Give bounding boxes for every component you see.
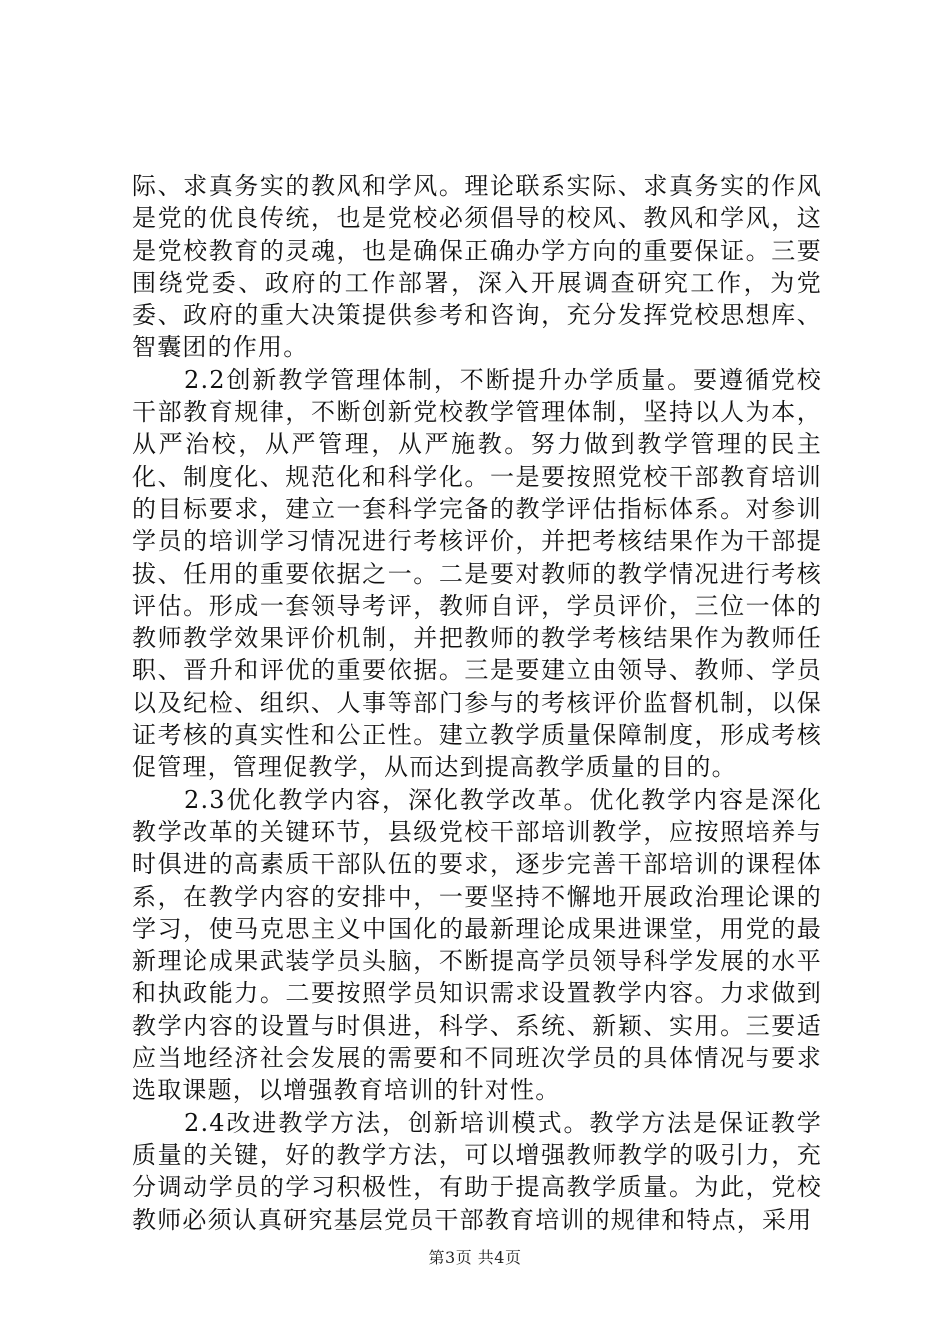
page-footer [0,1245,950,1268]
paragraph-continuation: 际、求真务实的教风和学风。理论联系实际、求真务实的作风是党的优良传统，也是党校必须倡导的校风、教风和学风，这是党校教育的灵魂，也是确保正确办学方向的重要保证。三要围绕党委、政府的工作部署，深入开展调查研究工作，为党委、政府的重大决策提供参考和咨询，充分发挥党校思想库、智囊团的作用。 [132,172,822,362]
paragraph-section-2-3: 2.3优化教学内容，深化教学改革。优化教学内容是深化教学改革的关键环节，县级党校干部培训教学，应按照培养与时俱进的高素质干部队伍的要求，逐步完善干部培训的课程体系，在教学内容的安排中，一要坚持不懈地开展政治理论课的学习，使马克思主义中国化的最新理论成果进课堂，用党的最新理论成果武装学员头脑，不断提高学员领导科学发展的水平和执政能力。二要按照学员知识需求设置教学内容。力求做到教学内容的设置与时俱进，科学、系统、新颖、实用。三要适应当地经济社会发展的需要和不同班次学员的具体情况与要求选取课题，以增强教育培训的针对性。 [132,785,822,1105]
paragraph-section-2-4: 2.4改进教学方法，创新培训模式。教学方法是保证教学质量的关键，好的教学方法，可以增强教师教学的吸引力，充分调动学员的学习积极性，有助于提高教学质量。为此，党校教师必须认真研究基层党员干部教育培训的规律和特点，采用 [132,1108,822,1234]
document-body [132,170,822,1236]
page-number-label: 第3页 共4页 [428,1248,522,1267]
paragraph-section-2-2: 2.2创新教学管理体制，不断提升办学质量。要遵循党校干部教育规律，不断创新党校教学管理体制，坚持以人为本，从严治校，从严管理，从严施教。努力做到教学管理的民主化、制度化、规范化和科学化。一是要按照党校干部教育培训的目标要求，建立一套科学完备的教学评估指标体系。对参训学员的培训学习情况进行考核评价，并把考核结果作为干部提拔、任用的重要依据之一。二是要对教师的教学情况进行考核评估。形成一套领导考评，教师自评，学员评价，三位一体的教师教学效果评价机制，并把教师的教学考核结果作为教师任职、晋升和评优的重要依据。三是要建立由领导、教师、学员以及纪检、组织、人事等部门参与的考核评价监督机制，以保证考核的真实性和公正性。建立教学质量保障制度，形成考核促管理，管理促教学，从而达到提高教学质量的目的。 [132,365,822,782]
